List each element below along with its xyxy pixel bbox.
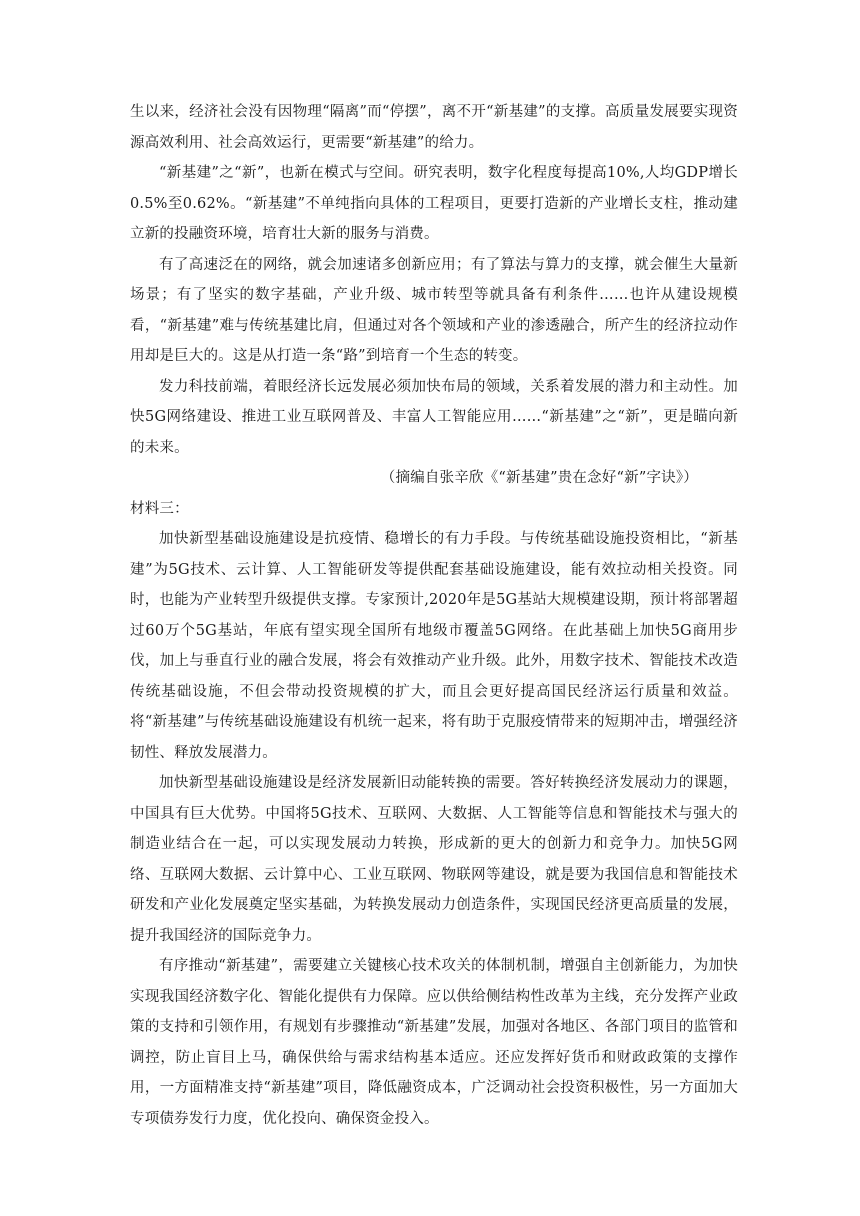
source-citation: （摘编自张辛欣《“新基建”贵在念好“新”字诀》）: [380, 470, 698, 486]
paragraph-material3-2: 加快新型基础设施建设是经济发展新旧动能转换的需要。答好转换经济发展动力的课题，中国具有巨大优势。中国将5G技术、互联网、大数据、人工智能等信息和智能技术与强大的制造业结合在一起，可以实现发展动力转换，形成新的更大的创新力和竞争力。加快5G网络、互联网大数据、云计算中心、工业互联网、物联网等建设，就是要为我国信息和智能技术研发和产业化发展奠定坚实基础，为转换发展动力创造条件，实现国民经济更高质量的发展，提升我国经济的国际竞争力。: [130, 775, 738, 944]
paragraph-new-mode: “新基建”之“新”，也新在模式与空间。研究表明，数字化程度每提高10%,人均GDP增长0.5%至0.62%。“新基建”不单纯指向具体的工程项目，更要打造新的产业增长支柱，推动建立新的投融资环境，培育壮大新的服务与消费。: [130, 165, 738, 242]
article-body: [130, 97, 738, 1134]
paragraph-material3-3: 有序推动“新基建”，需要建立关键核心技术攻关的体制机制，增强自主创新能力，为加快实现我国经济数字化、智能化提供有力保障。应以供给侧结构性改革为主线，充分发挥产业政策的支持和引领作用，有规划有步骤推动“新基建”发展，加强对各地区、各部门项目的监管和调控，防止盲目上马，确保供给与需求结构基本适应。还应发挥好货币和财政政策的支撑作用，一方面精准支持“新基建”项目，降低融资成本，广泛调动社会投资积极性，另一方面加大专项债券发行力度，优化投向、确保资金投入。: [130, 958, 738, 1127]
paragraph-frontier: 发力科技前端，着眼经济长远发展必须加快布局的领域，关系着发展的潜力和主动性。加快5G网络建设、推进工业互联网普及、丰富人工智能应用……“新基建”之“新”，更是瞄向新的未来。: [130, 378, 738, 456]
paragraph-material3-1: 加快新型基础设施建设是抗疫情、稳增长的有力手段。与传统基础设施投资相比，“新基建”为5G技术、云计算、人工智能研发等提供配套基础设施建设，能有效拉动相关投资。同时，也能为产业转型升级提供支撑。专家预计,2020年是5G基站大规模建设期，预计将部署超过60万个5G基站，年底有望实现全国所有地级市覆盖5G网络。在此基础上加快5G商用步伐，加上与垂直行业的融合发展，将会有效推动产业升级。此外，用数字技术、智能技术改造传统基础设施，不但会带动投资规模的扩大，而且会更好提高国民经济运行质量和效益。将“新基建”与传统基础设施建设有机统一起来，将有助于克服疫情带来的短期冲击，增强经济韧性、释放发展潜力。: [130, 531, 738, 761]
paragraph-intro: 生以来，经济社会没有因物理“隔离”而“停摆”，离不开“新基建”的支撑。高质量发展要实现资源高效利用、社会高效运行，更需要“新基建”的给力。: [130, 104, 738, 151]
material-three-heading: 材料三：: [130, 500, 189, 517]
paragraph-network: 有了高速泛在的网络，就会加速诸多创新应用；有了算法与算力的支撑，就会催生大量新场景；有了坚实的数字基础，产业升级、城市转型等就具备有利条件……也许从建设规模看，“新基建”难与传统基建比肩，但通过对各个领域和产业的渗透融合，所产生的经济拉动作用却是巨大的。这是从打造一条“路”到培育一个生态的转变。: [130, 256, 738, 364]
